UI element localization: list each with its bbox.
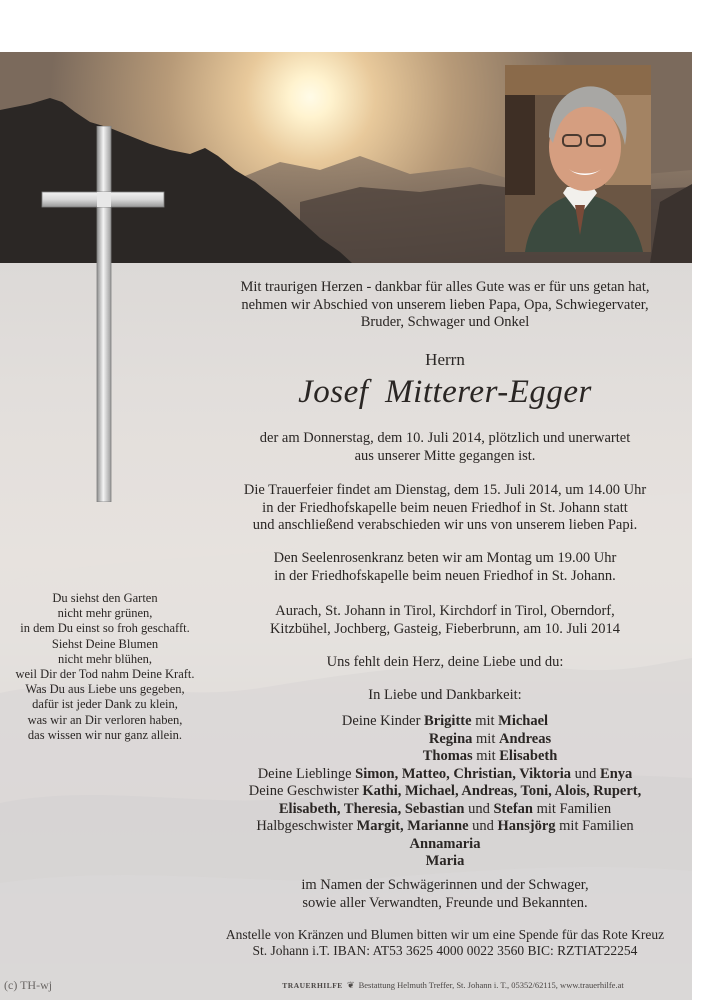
funeral-line: und anschließend verabschieden wir uns von unserem lieben Papi.	[252, 517, 638, 533]
deceased-name: Josef Mitterer-Egger	[298, 374, 592, 410]
poem-line: Siehst Deine Blumen	[51, 636, 159, 651]
death-notice	[210, 430, 680, 465]
donation-line: Anstelle von Kränzen und Blumen bitten wir um eine Spende für das Rote Kreuz	[225, 927, 665, 942]
siblings-line	[210, 801, 680, 819]
intro-line: nehmen wir Abschied von unserem lieben Papa, Opa, Schwiegervater,	[241, 296, 649, 313]
child-name: Brigitte	[424, 713, 472, 729]
connector: mit	[471, 713, 499, 729]
funeral-line: Die Trauerfeier findet am Dienstag, dem 15. Juli 2014, um 14.00 Uhr	[243, 482, 647, 498]
intro-line: Mit traurigen Herzen - dankbar für alles Gute was er für uns getan hat,	[240, 279, 650, 295]
in-name-line: sowie aller Verwandten, Freunde und Bekannten.	[302, 894, 588, 911]
rosary-line: in der Friedhofskapelle beim neuen Friedhof in St. Johann.	[274, 567, 616, 584]
places-line: Kitzbühel, Jochberg, Gasteig, Fieberbrunn, am 10. Juli 2014	[269, 620, 621, 637]
grandchildren-line	[210, 766, 680, 784]
places-line: Aurach, St. Johann in Tirol, Kirchdorf in Tirol, Oberndorf,	[275, 603, 615, 619]
poem-line: nicht mehr blühen,	[57, 651, 153, 666]
partner-name: Andreas	[498, 730, 552, 747]
siblings-suffix: mit Familien	[532, 800, 612, 817]
connector: und	[571, 765, 601, 782]
poem-line: dafür ist jeder Dank zu klein,	[32, 697, 178, 712]
poem-line: in dem Du einst so froh geschafft.	[20, 621, 190, 636]
poem-line: weil Dir der Tod nahm Deine Kraft.	[15, 667, 195, 682]
poem-line: nicht mehr grünen,	[57, 606, 153, 621]
footer-text: Bestattung Helmuth Treffer, St. Johann i. T., 05352/62115, www.trauerhilfe.at	[358, 980, 624, 990]
salutation: Herrn	[425, 350, 465, 369]
siblings-names: Kathi, Michael, Andreas, Toni, Alois, Rupert,	[362, 783, 642, 799]
intro-line: Bruder, Schwager und Onkel	[360, 314, 530, 330]
poem-line: Was Du aus Liebe uns gegeben,	[25, 682, 185, 697]
death-line: der am Donnerstag, dem 10. Juli 2014, plötzlich und unerwartet	[259, 430, 631, 446]
connector: und	[464, 800, 494, 817]
rosary-info	[210, 550, 680, 585]
extra-name: Annamaria	[409, 835, 481, 852]
donation-line: St. Johann i.T. IBAN: AT53 3625 4000 0022 3560 BIC: RZTIAT22254	[252, 943, 638, 958]
siblings-prefix: Deine Geschwister	[248, 783, 363, 799]
funeral-line: in der Friedhofskapelle beim neuen Friedhof in St. Johann statt	[262, 499, 628, 516]
in-name-line: im Namen der Schwägerinnen und der Schwager,	[301, 877, 589, 893]
missing-line: Uns fehlt dein Herz, deine Liebe und du:	[326, 654, 564, 670]
mourners-list	[210, 713, 680, 871]
child-name: Regina	[428, 730, 473, 747]
half-siblings-suffix: mit Familien	[555, 818, 634, 834]
leaf-icon: ❦	[346, 980, 355, 990]
siblings-line	[210, 783, 680, 801]
half-siblings-line	[210, 818, 680, 836]
funeral-info	[210, 482, 680, 535]
footer	[238, 980, 668, 991]
connector: mit	[472, 730, 499, 747]
partner-name: Michael	[498, 713, 549, 729]
children-prefix: Deine Kinder	[341, 713, 425, 729]
half-sibling-name: Hansjörg	[497, 818, 556, 834]
connector: mit	[472, 748, 500, 764]
memorial-cross-icon	[40, 126, 166, 502]
grandchild-name: Enya	[600, 765, 633, 782]
places-date	[210, 603, 680, 638]
half-siblings-names: Margit, Marianne	[356, 818, 469, 834]
donation-block	[210, 927, 680, 959]
connector: und	[468, 818, 498, 834]
children-line	[210, 748, 680, 766]
death-line: aus unserer Mitte gegangen ist.	[354, 447, 536, 464]
in-love-line: In Liebe und Dankbarkeit:	[368, 687, 522, 703]
top-margin	[0, 0, 692, 52]
copyright-mark: (c) TH-wj	[4, 978, 53, 992]
extra-name: Maria	[425, 853, 465, 869]
rosary-line: Den Seelenrosenkranz beten wir am Montag um 19.00 Uhr	[273, 550, 617, 566]
poem	[0, 591, 210, 743]
child-name: Thomas	[422, 748, 473, 764]
intro-block	[210, 279, 680, 332]
sibling-name: Stefan	[493, 800, 533, 817]
in-name-block	[210, 877, 680, 912]
right-margin	[692, 0, 705, 1000]
portrait-photo	[505, 65, 651, 252]
siblings-names: Elisabeth, Theresia, Sebastian	[278, 800, 465, 817]
grandchildren-names: Simon, Matteo, Christian, Viktoria	[355, 765, 572, 782]
footer-brand: TRAUERHILFE	[282, 981, 343, 990]
half-siblings-prefix: Halbgeschwister	[256, 818, 357, 834]
poem-line: was wir an Dir verloren haben,	[27, 712, 183, 727]
poem-line: das wissen wir nur ganz allein.	[27, 727, 183, 742]
children-line	[210, 731, 680, 749]
partner-name: Elisabeth	[499, 748, 558, 764]
grandchildren-prefix: Deine Lieblinge	[257, 765, 356, 782]
children-line	[210, 713, 680, 731]
poem-line: Du siehst den Garten	[52, 591, 158, 605]
